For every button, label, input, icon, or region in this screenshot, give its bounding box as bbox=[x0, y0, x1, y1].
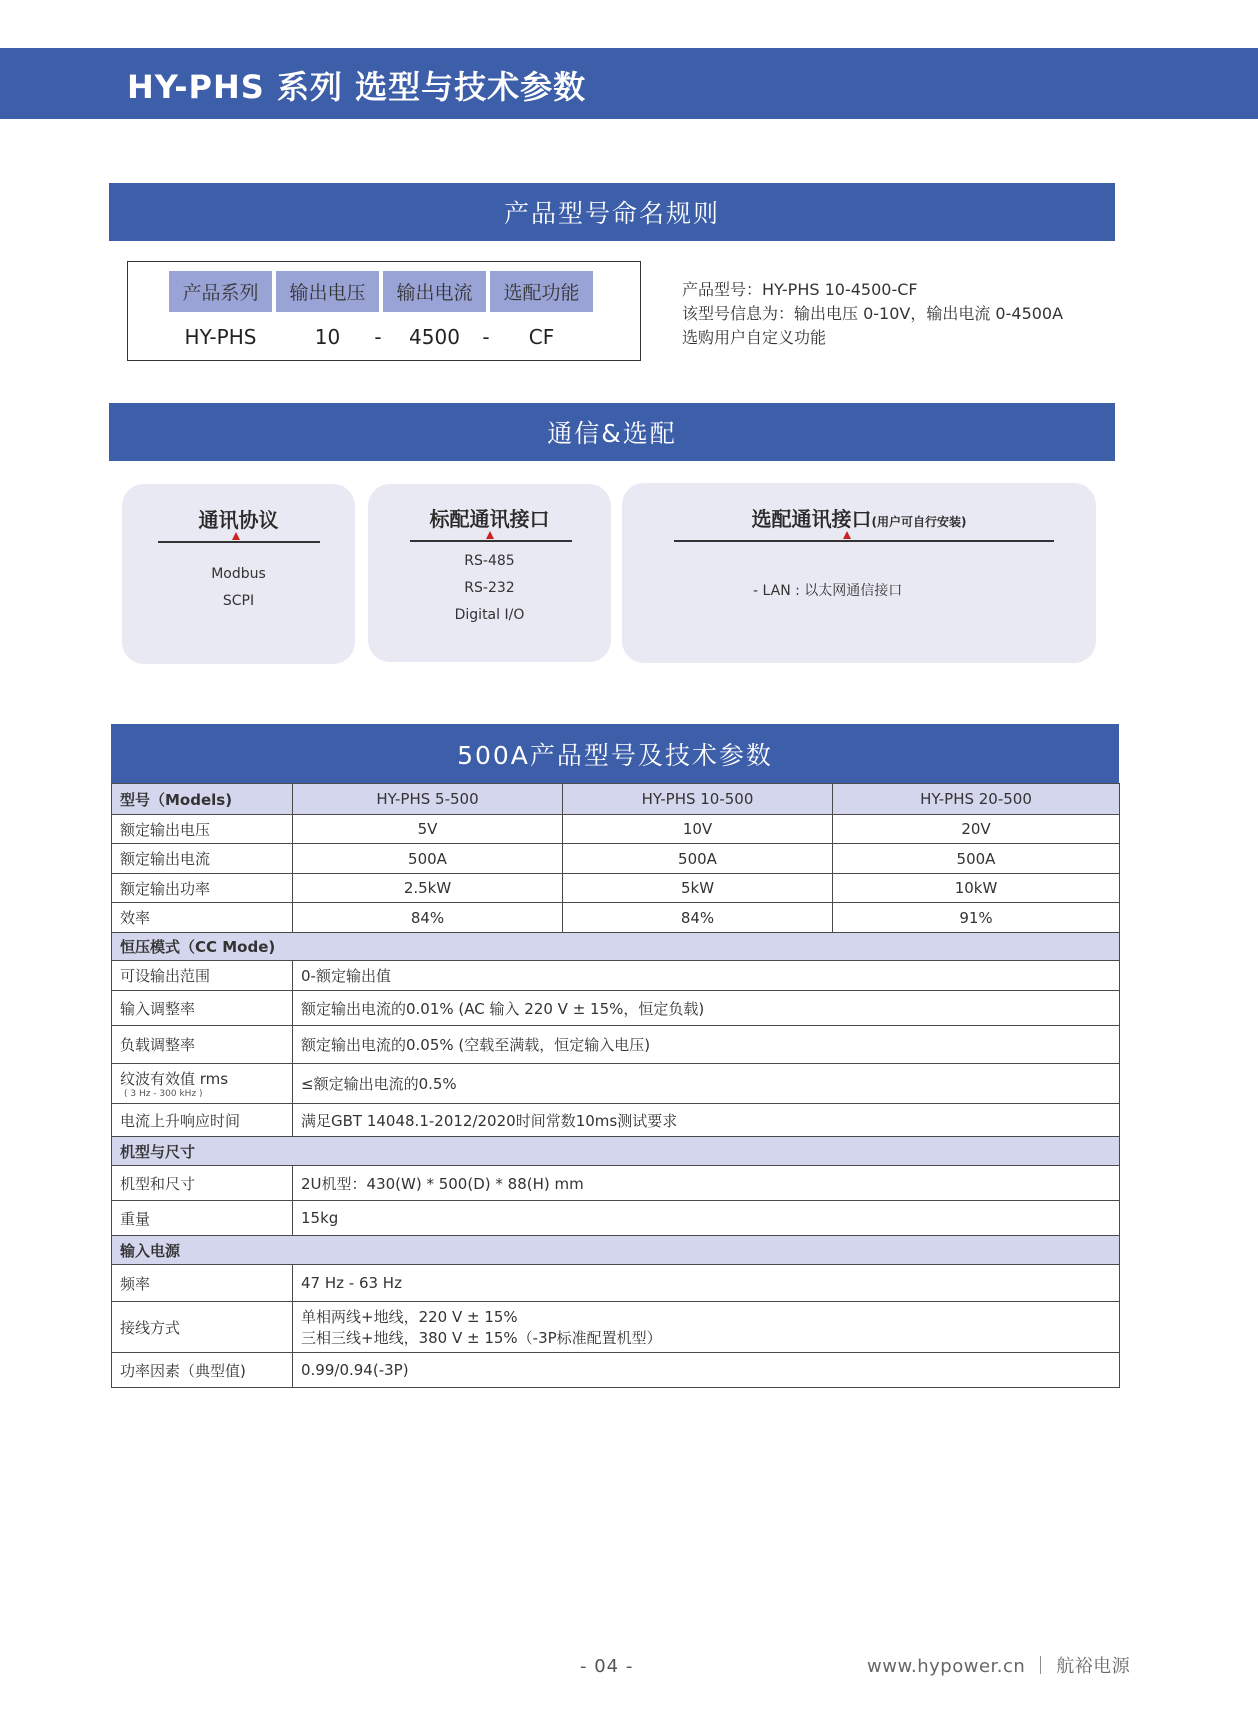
table-row bbox=[112, 1353, 1120, 1388]
model-name: HY-PHS 5-500 bbox=[293, 784, 563, 815]
table-row bbox=[112, 1104, 1120, 1137]
row-label: 效率 bbox=[112, 903, 293, 933]
group-title: 输入电源 bbox=[112, 1236, 1120, 1265]
cell-value: 三相三线+地线，380 V ± 15%（-3P标准配置机型） bbox=[301, 1329, 662, 1347]
row-label: 机型和尺寸 bbox=[112, 1166, 293, 1201]
naming-value-option: CF bbox=[528, 325, 555, 349]
optional-interface-card bbox=[622, 483, 1096, 663]
spec-table bbox=[111, 783, 1120, 1388]
table-row bbox=[112, 815, 1120, 844]
protocol-item: Modbus bbox=[211, 566, 266, 582]
standard-interface-card bbox=[368, 484, 611, 662]
table-row bbox=[112, 1201, 1120, 1236]
naming-header-voltage: 输出电压 bbox=[276, 271, 379, 312]
triangle-marker-icon bbox=[486, 531, 494, 539]
table-row bbox=[112, 903, 1120, 933]
cell-value: ≤额定输出电流的0.5% bbox=[293, 1064, 1120, 1104]
page-number: - 04 - bbox=[580, 1656, 634, 1677]
optional-interface-title-row bbox=[622, 503, 1096, 532]
table-row bbox=[112, 1064, 1120, 1104]
card-divider bbox=[674, 540, 1054, 542]
card-divider bbox=[158, 541, 320, 543]
protocol-item: SCPI bbox=[222, 593, 255, 609]
cell-value: 10kW bbox=[833, 874, 1120, 903]
table-row bbox=[112, 961, 1120, 991]
cell-value: 满足GBT 14048.1-2012/2020时间常数10ms测试要求 bbox=[293, 1104, 1120, 1137]
group-title: 恒压模式（CC Mode) bbox=[112, 933, 1120, 961]
card-divider bbox=[410, 540, 572, 542]
optional-interface-title: 选配通讯接口 bbox=[751, 507, 872, 531]
naming-dash: - bbox=[374, 325, 382, 349]
naming-desc-line: 选购用户自定义功能 bbox=[682, 328, 827, 347]
group-row bbox=[112, 1137, 1120, 1166]
row-label: 功率因素（典型值) bbox=[112, 1353, 293, 1388]
row-label: 电流上升响应时间 bbox=[112, 1104, 293, 1137]
naming-diagram bbox=[127, 261, 641, 361]
naming-dash: - bbox=[482, 325, 490, 349]
cell-value: 0-额定输出值 bbox=[293, 961, 1120, 991]
cell-value: 84% bbox=[563, 903, 833, 933]
row-label: 接线方式 bbox=[112, 1302, 293, 1353]
table-row bbox=[112, 784, 1120, 815]
row-label: 可设输出范围 bbox=[112, 961, 293, 991]
table-row bbox=[112, 991, 1120, 1026]
naming-desc-line: 产品型号：HY-PHS 10-4500-CF bbox=[682, 280, 918, 299]
standard-interface-item: RS-485 bbox=[464, 553, 515, 569]
page-title: HY-PHS 系列 选型与技术参数 bbox=[127, 68, 587, 106]
group-title: 机型与尺寸 bbox=[112, 1137, 1120, 1166]
naming-header-option: 选配功能 bbox=[490, 271, 593, 312]
page-title-bar bbox=[0, 48, 1258, 119]
row-label: 频率 bbox=[112, 1265, 293, 1302]
footer-website: www.hypower.cn ｜ 航裕电源 bbox=[867, 1656, 1131, 1677]
naming-value-series: HY-PHS bbox=[184, 325, 257, 349]
cell-value: 84% bbox=[293, 903, 563, 933]
row-label: 额定输出电流 bbox=[112, 844, 293, 874]
row-label: 额定输出功率 bbox=[112, 874, 293, 903]
cell-value: 500A bbox=[833, 844, 1120, 874]
naming-header-series: 产品系列 bbox=[169, 271, 272, 312]
group-row bbox=[112, 1236, 1120, 1265]
table-row bbox=[112, 874, 1120, 903]
table-row bbox=[112, 1265, 1120, 1302]
protocol-card bbox=[122, 484, 355, 664]
cell-value: 91% bbox=[833, 903, 1120, 933]
standard-interface-item: Digital I/O bbox=[454, 607, 525, 623]
table-row bbox=[112, 1302, 1120, 1353]
row-label: 重量 bbox=[112, 1201, 293, 1236]
naming-description bbox=[682, 278, 1063, 350]
cell-value: 额定输出电流的0.01% (AC 输入 220 V ± 15%，恒定负载) bbox=[293, 991, 1120, 1026]
cell-value: 47 Hz - 63 Hz bbox=[293, 1265, 1120, 1302]
model-name: HY-PHS 20-500 bbox=[833, 784, 1120, 815]
table-row bbox=[112, 844, 1120, 874]
optional-interface-item: - LAN : 以太网通信接口 bbox=[753, 583, 903, 599]
row-sublabel: ( 3 Hz - 300 kHz ) bbox=[124, 1089, 203, 1099]
cell-value: 2.5kW bbox=[293, 874, 563, 903]
comm-section-header bbox=[109, 403, 1115, 461]
model-label: 型号（Models) bbox=[112, 784, 293, 815]
spec-section-header bbox=[111, 724, 1119, 783]
cell-value: 0.99/0.94(-3P) bbox=[293, 1353, 1120, 1388]
cell-value-multi bbox=[293, 1302, 1120, 1353]
cell-value: 2U机型：430(W) * 500(D) * 88(H) mm bbox=[293, 1166, 1120, 1201]
row-label: 输入调整率 bbox=[112, 991, 293, 1026]
table-row bbox=[112, 1026, 1120, 1064]
triangle-marker-icon bbox=[843, 531, 851, 539]
cell-value: 单相两线+地线，220 V ± 15% bbox=[301, 1308, 518, 1326]
optional-interface-note: (用户可自行安装) bbox=[871, 515, 967, 529]
naming-value-current: 4500 bbox=[409, 325, 460, 349]
naming-desc-line: 该型号信息为：输出电压 0-10V，输出电流 0-4500A bbox=[682, 304, 1064, 323]
standard-interface-title: 标配通讯接口 bbox=[429, 507, 550, 531]
cell-value: 额定输出电流的0.05% (空载至满载，恒定输入电压) bbox=[293, 1026, 1120, 1064]
cell-value: 10V bbox=[563, 815, 833, 844]
row-label: 负载调整率 bbox=[112, 1026, 293, 1064]
table-row bbox=[112, 1166, 1120, 1201]
comm-section-title: 通信&选配 bbox=[547, 419, 677, 448]
naming-value-voltage: 10 bbox=[314, 325, 341, 349]
group-row bbox=[112, 933, 1120, 961]
standard-interface-item: RS-232 bbox=[464, 580, 515, 596]
protocol-card-title: 通讯协议 bbox=[198, 508, 279, 532]
cell-value: 500A bbox=[293, 844, 563, 874]
spec-section-title: 500A产品型号及技术参数 bbox=[457, 740, 773, 770]
cell-value: 5V bbox=[293, 815, 563, 844]
row-label: 额定输出电压 bbox=[112, 815, 293, 844]
naming-section-title: 产品型号命名规则 bbox=[503, 199, 720, 228]
naming-header-current: 输出电流 bbox=[383, 271, 486, 312]
cell-value: 5kW bbox=[563, 874, 833, 903]
row-label: 纹波有效值 rms bbox=[120, 1070, 229, 1088]
cell-value: 20V bbox=[833, 815, 1120, 844]
row-label-cell bbox=[112, 1064, 293, 1104]
cell-value: 500A bbox=[563, 844, 833, 874]
cell-value: 15kg bbox=[293, 1201, 1120, 1236]
naming-section-header bbox=[109, 183, 1115, 241]
model-name: HY-PHS 10-500 bbox=[563, 784, 833, 815]
triangle-marker-icon bbox=[232, 532, 240, 540]
